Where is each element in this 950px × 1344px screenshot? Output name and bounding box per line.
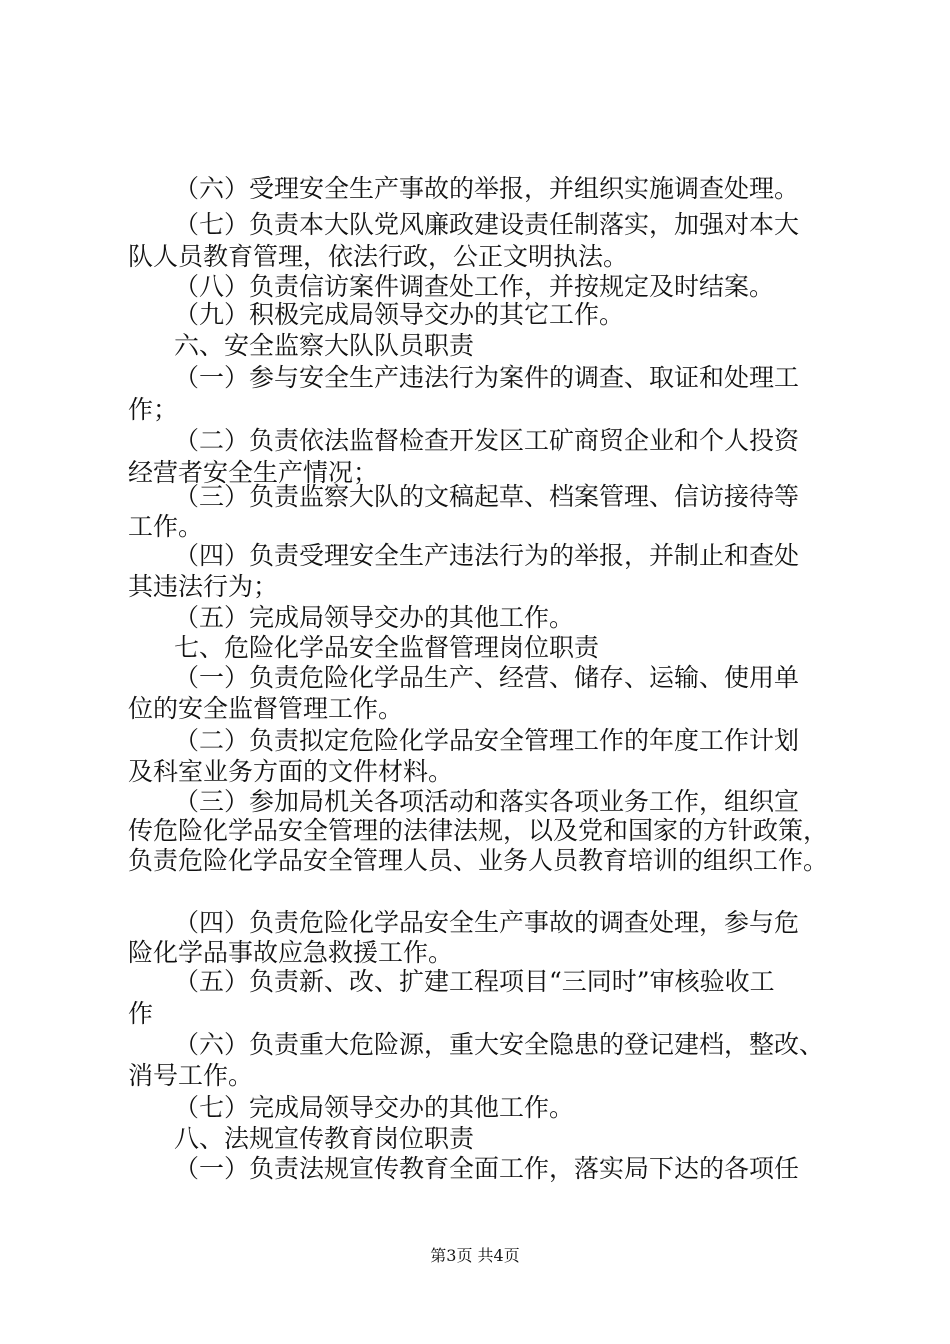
text-line: （一）负责法规宣传教育全面工作，落实局下达的各项任 bbox=[174, 1154, 800, 1183]
text-line: 作 bbox=[128, 999, 154, 1028]
text-line: （六）受理安全生产事故的举报，并组织实施调查处理。 bbox=[174, 174, 800, 203]
text-line: 负责危险化学品安全管理人员、业务人员教育培训的组织工作。 bbox=[128, 846, 829, 875]
text-line: （二）负责拟定危险化学品安全管理工作的年度工作计划 bbox=[174, 726, 800, 755]
text-line: （六）负责重大危险源，重大安全隐患的登记建档，整改、 bbox=[174, 1030, 825, 1059]
text-line: 经营者安全生产情况； bbox=[128, 458, 379, 487]
section-heading: 六、安全监察大队队员职责 bbox=[174, 331, 475, 360]
text-line: 及科室业务方面的文件材料。 bbox=[128, 757, 454, 786]
section-heading: 七、危险化学品安全监督管理岗位职责 bbox=[174, 633, 600, 662]
text-line: （五）完成局领导交办的其他工作。 bbox=[174, 603, 575, 632]
text-line: 险化学品事故应急救援工作。 bbox=[128, 938, 454, 967]
text-line: 作； bbox=[128, 395, 179, 424]
text-line: （二）负责依法监督检查开发区工矿商贸企业和个人投资 bbox=[174, 426, 800, 455]
text-line: （五）负责新、改、扩建工程项目“三同时”审核验收工 bbox=[174, 967, 775, 996]
text-line: 传危险化学品安全管理的法律法规，以及党和国家的方针政策， bbox=[128, 816, 829, 845]
text-line: 队人员教育管理，依法行政，公正文明执法。 bbox=[128, 242, 629, 271]
text-line: （三）负责监察大队的文稿起草、档案管理、信访接待等 bbox=[174, 482, 800, 511]
text-line: （一）负责危险化学品生产、经营、储存、运输、使用单 bbox=[174, 663, 800, 692]
text-line: （三）参加局机关各项活动和落实各项业务工作，组织宣 bbox=[174, 787, 800, 816]
text-line: 消号工作。 bbox=[128, 1061, 254, 1090]
text-line: （四）负责受理安全生产违法行为的举报，并制止和查处 bbox=[174, 541, 800, 570]
section-heading: 八、法规宣传教育岗位职责 bbox=[174, 1124, 475, 1153]
page-number-footer: 第3页 共4页 bbox=[430, 1246, 520, 1265]
text-line: （七）负责本大队党风廉政建设责任制落实，加强对本大 bbox=[174, 210, 800, 239]
text-line: 工作。 bbox=[128, 512, 204, 541]
text-line: （一）参与安全生产违法行为案件的调查、取证和处理工 bbox=[174, 363, 800, 392]
text-line: （九）积极完成局领导交办的其它工作。 bbox=[174, 300, 625, 329]
text-line: （八）负责信访案件调查处工作，并按规定及时结案。 bbox=[174, 272, 775, 301]
text-line: （七）完成局领导交办的其他工作。 bbox=[174, 1093, 575, 1122]
text-line: 其违法行为； bbox=[128, 572, 279, 601]
text-line: 位的安全监督管理工作。 bbox=[128, 694, 404, 723]
text-line: （四）负责危险化学品安全生产事故的调查处理，参与危 bbox=[174, 908, 800, 937]
